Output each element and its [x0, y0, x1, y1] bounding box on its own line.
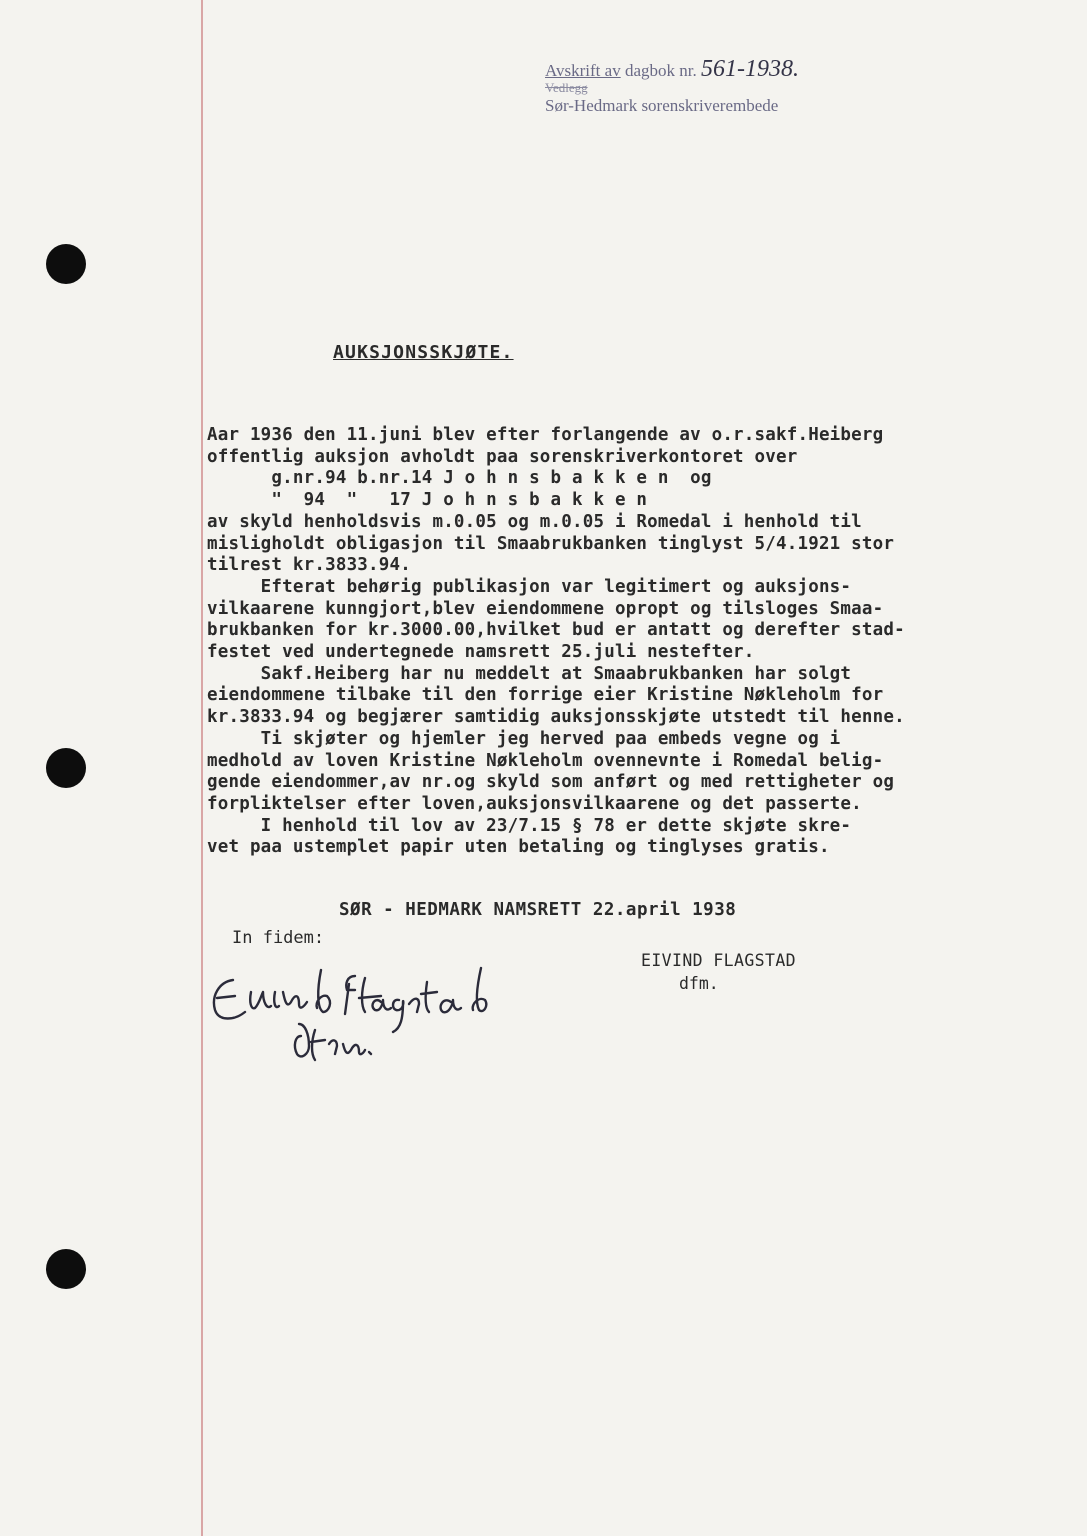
body-line: tilrest kr.3833.94. — [207, 555, 411, 576]
signatory-title: dfm. — [679, 974, 719, 993]
margin-rule — [201, 0, 203, 1536]
body-line: festet ved undertegnede namsrett 25.juli nestefter. — [207, 642, 755, 663]
court-dateline: SØR - HEDMARK NAMSRETT 22.april 1938 — [339, 900, 737, 920]
body-line: forpliktelser efter loven,auksjonsvilkaarene og det passerte. — [207, 793, 862, 814]
stamp-number: 561-1938. — [700, 56, 799, 82]
body-line: eiendommene tilbake til den forrige eier Kristine Nøkleholm for — [207, 685, 884, 706]
body-line: Ti skjøter og hjemler jeg herved paa embeds vegne og i — [207, 728, 841, 749]
stamp-prefix: Avskrift av — [545, 61, 621, 80]
body-line: misligholdt obligasjon til Smaabrukbanken tinglyst 5/4.1921 stor — [207, 533, 895, 554]
body-line: av skyld henholdsvis m.0.05 og m.0.05 i Romedal i henhold til — [207, 511, 862, 532]
body-line: offentlig auksjon avholdt paa sorenskriverkontoret over — [207, 446, 798, 467]
stamp-struck-word: Vedlegg — [545, 80, 588, 95]
archive-stamp — [545, 50, 865, 130]
in-fidem-label: In fidem: — [232, 928, 325, 948]
document-body — [207, 425, 1047, 859]
signatory-name: EIVIND FLAGSTAD — [641, 951, 797, 970]
body-line: gende eiendommer,av nr.og skyld som anført og med rettigheter og — [207, 772, 895, 793]
body-line: I henhold til lov av 23/7.15 § 78 er dette skjøte skre- — [207, 815, 852, 836]
stamp-office: Sør-Hedmark sorenskriverembede — [545, 96, 779, 115]
body-line: Aar 1936 den 11.juni blev efter forlangende av o.r.sakf.Heiberg — [207, 425, 884, 445]
body-line: Efterat behørig publikasjon var legitimert og auksjons- — [207, 576, 852, 597]
punch-hole-top — [46, 244, 86, 284]
handwritten-signature — [205, 962, 505, 1067]
document-title: AUKSJONSSKJØTE. — [333, 342, 514, 363]
body-line: vilkaarene kunngjort,blev eiendommene opropt og tilsloges Smaa- — [207, 598, 884, 619]
body-line: vet paa ustemplet papir uten betaling og tinglyses gratis. — [207, 837, 830, 858]
punch-hole-middle — [46, 748, 86, 788]
stamp-label: dagbok nr. — [624, 61, 697, 80]
body-line: kr.3833.94 og begjærer samtidig auksjonsskjøte utstedt til henne. — [207, 707, 905, 728]
body-line: brukbanken for kr.3000.00,hvilket bud er antatt og derefter stad- — [207, 620, 905, 641]
body-line: medhold av loven Kristine Nøkleholm ovennevnte i Romedal belig- — [207, 750, 884, 771]
body-line: g.nr.94 b.nr.14 J o h n s b a k k e n og — [207, 468, 712, 489]
punch-hole-bottom — [46, 1249, 86, 1289]
body-line: " 94 " 17 J o h n s b a k k e n — [207, 490, 648, 511]
body-line: Sakf.Heiberg har nu meddelt at Smaabrukbanken har solgt — [207, 663, 852, 684]
